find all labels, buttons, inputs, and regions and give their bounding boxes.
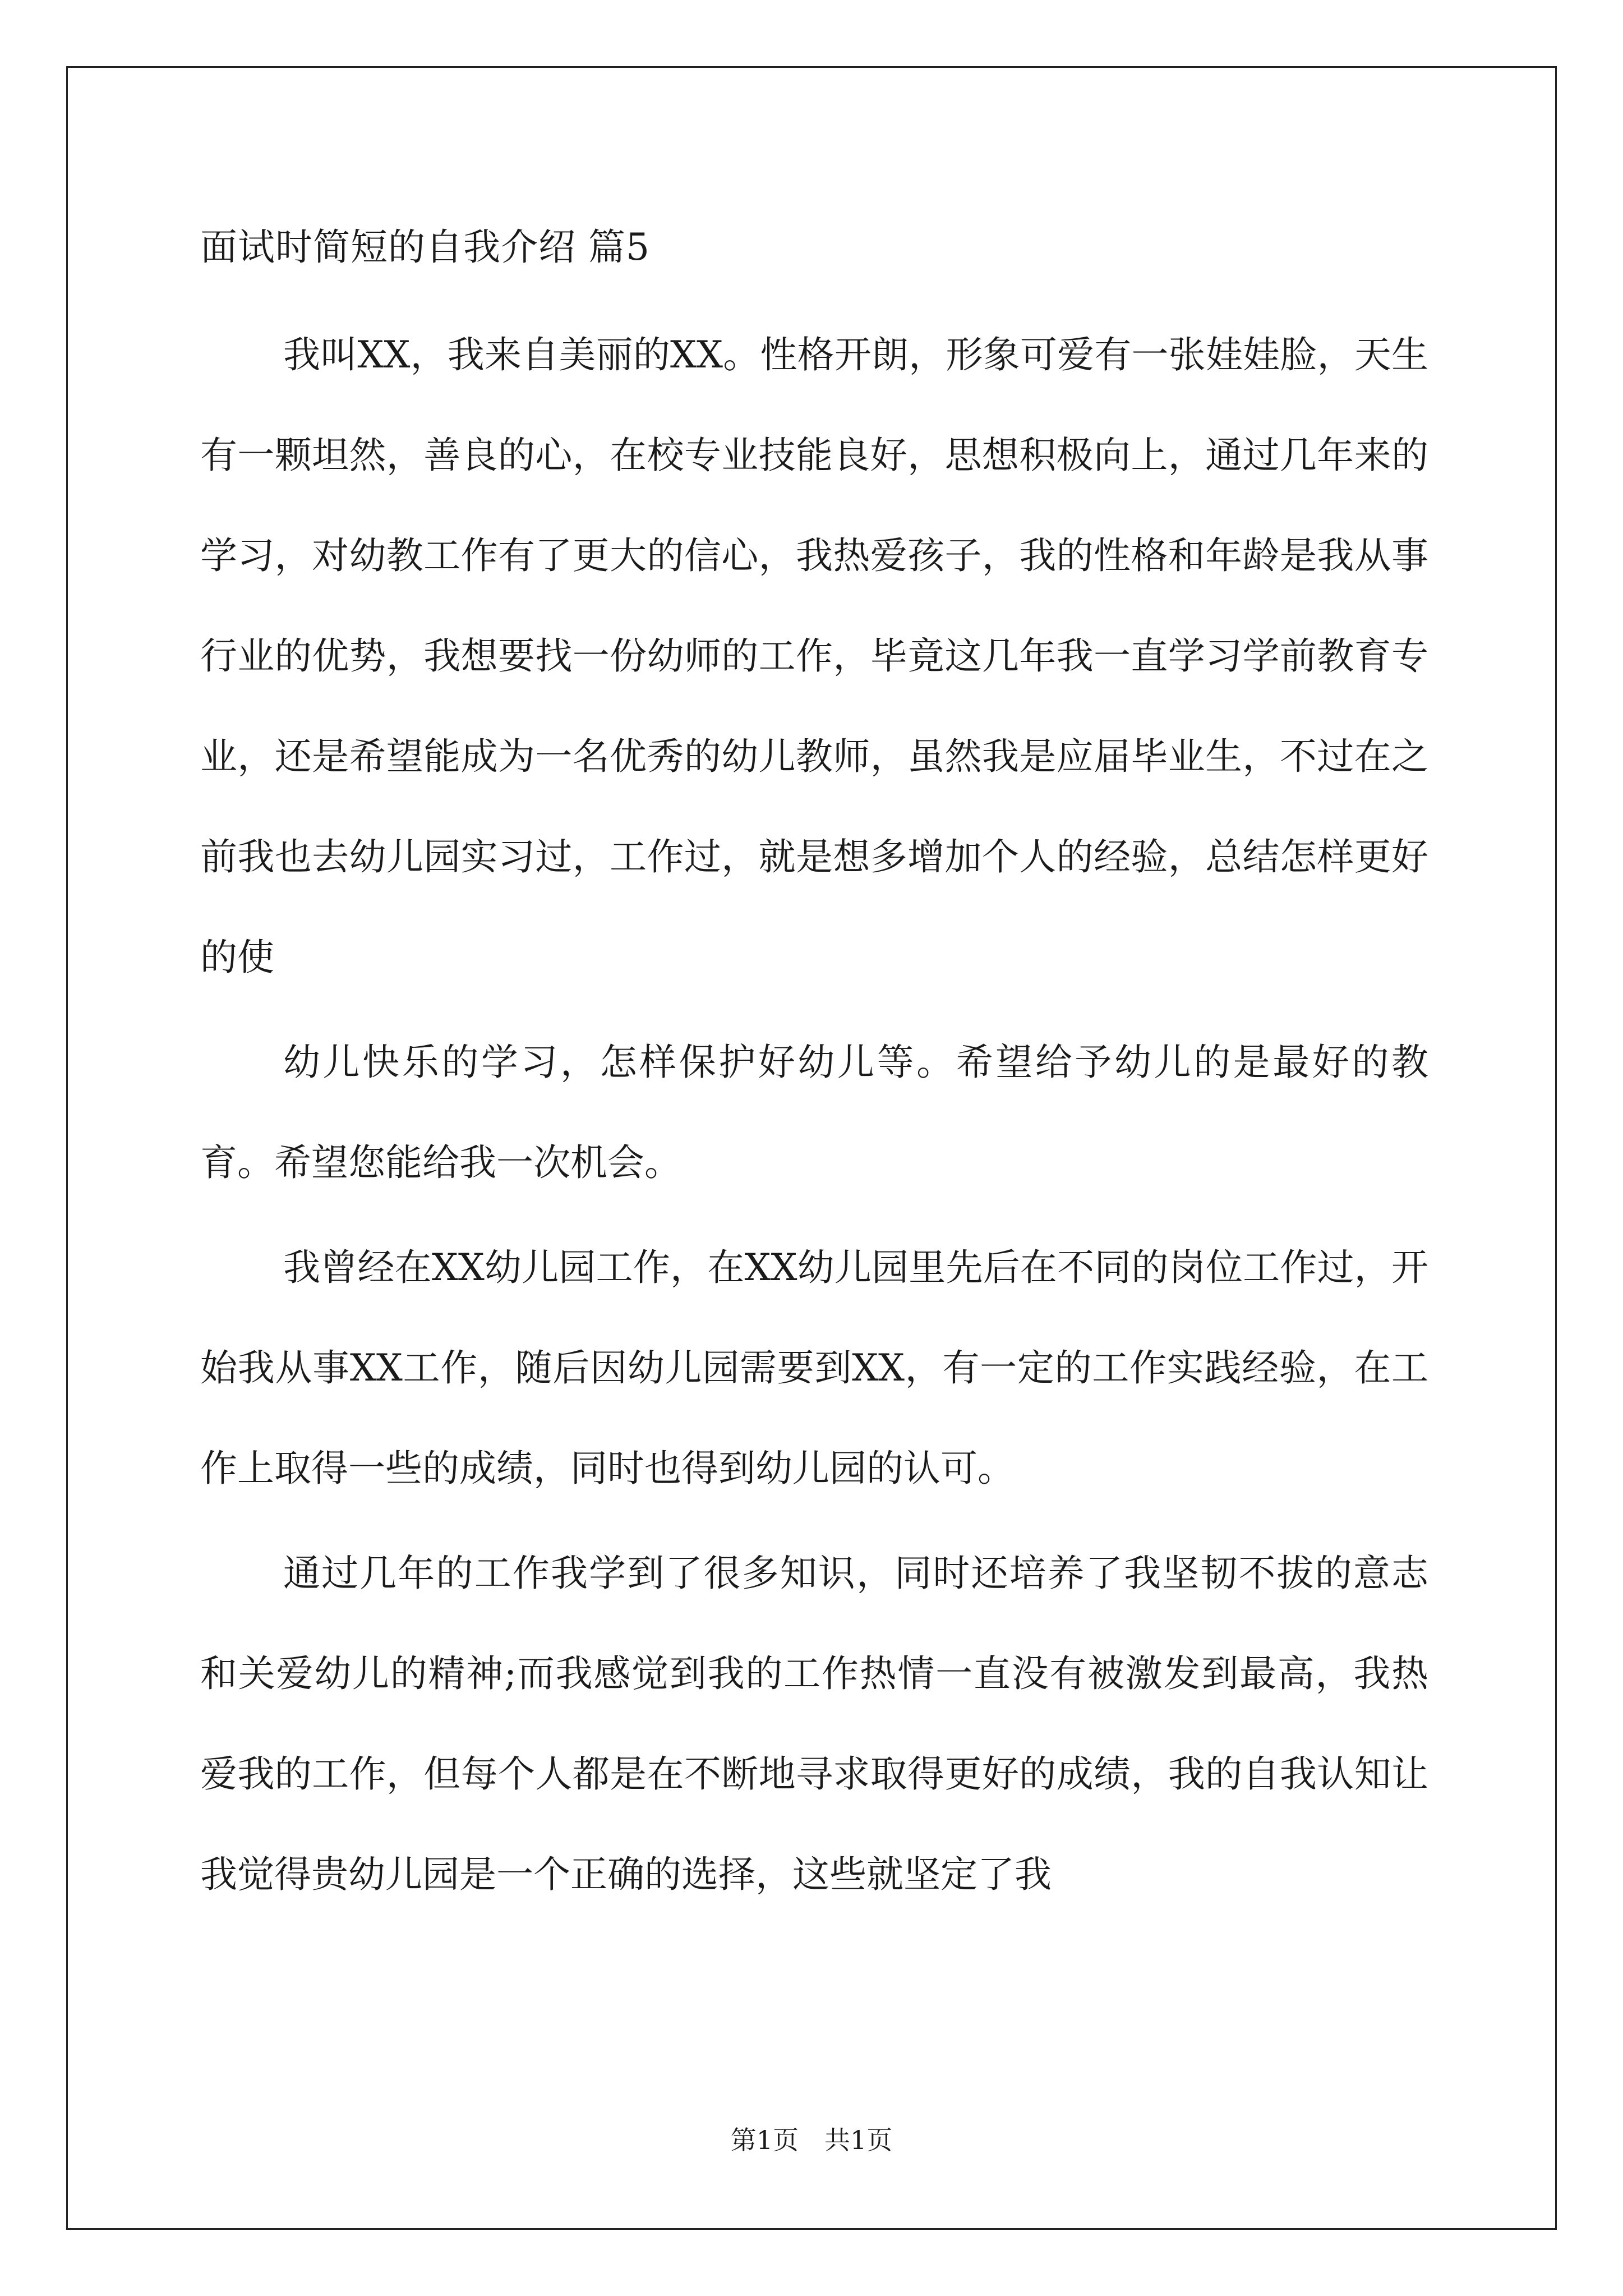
paragraph: 幼儿快乐的学习，怎样保护好幼儿等。希望给予幼儿的是最好的教育。希望您能给我一次机会。 (200, 1041, 1428, 1184)
paragraph: 我叫XX，我来自美丽的XX。性格开朗，形象可爱有一张娃娃脸，天生有一颗坦然，善良的心，在校专业技能良好，思想积极向上，通过几年来的学习，对幼教工作有了更大的信心，我热爱孩子，我的性格和年龄是我从事行业的优势，我想要找一份幼师的工作，毕竟这几年我一直学习学前教育专业，还是希望能成为一名优秀的幼儿教师，虽然我是应届毕业生，不过在之前我也去幼儿园实习过，工作过，就是想多增加个人的经验，总结怎样更好的使 (200, 333, 1428, 979)
document-body (200, 222, 1428, 1929)
paragraph: 通过几年的工作我学到了很多知识，同时还培养了我坚韧不拔的意志和关爱幼儿的精神;而我感觉到我的工作热情一直没有被激发到最高，我热爱我的工作，但每个人都是在不断地寻求取得更好的成绩，我的自我认知让我觉得贵幼儿园是一个正确的选择，这些就坚定了我 (200, 1552, 1428, 1896)
paragraph-list (200, 305, 1428, 1925)
page-footer: 第1页 共1页 (730, 2125, 893, 2155)
document-title: 面试时简短的自我介绍 篇5 (200, 226, 650, 269)
paragraph: 我曾经在XX幼儿园工作，在XX幼儿园里先后在不同的岗位工作过，开始我从事XX工作，随后因幼儿园需要到XX，有一定的工作实践经验，在工作上取得一些的成绩，同时也得到幼儿园的认可。 (200, 1246, 1428, 1490)
